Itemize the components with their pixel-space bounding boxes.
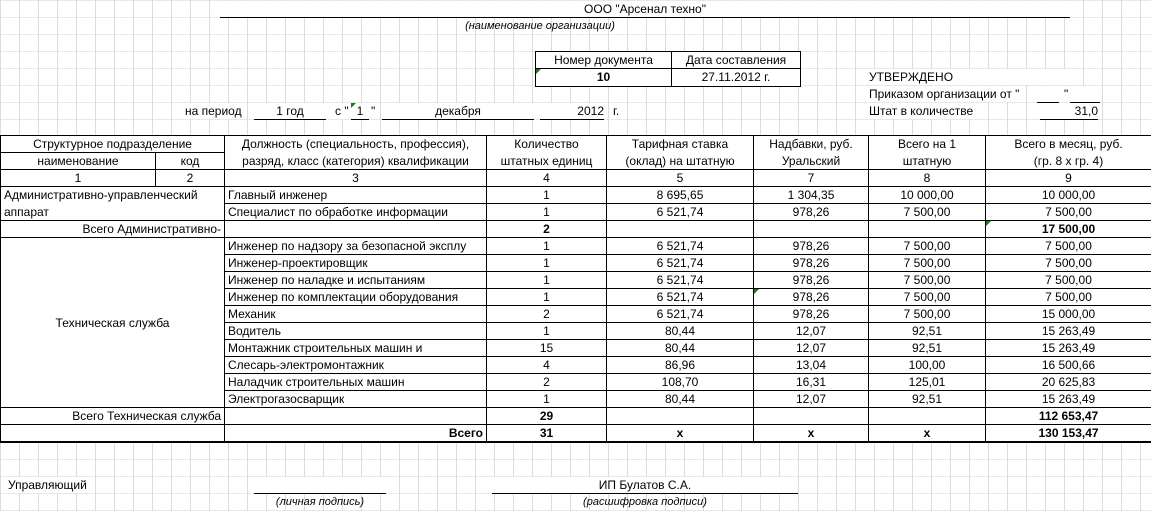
bonus-cell: 13,04 xyxy=(754,357,869,374)
admin-subtotal-row xyxy=(1,221,1151,238)
rate-cell: 6 521,74 xyxy=(607,289,754,306)
rate-cell: 108,70 xyxy=(607,374,754,391)
position-cell: Инженер по наладке и испытаниям xyxy=(225,272,487,289)
grand-total-rate-x: x xyxy=(607,425,754,443)
empty-cell xyxy=(607,408,754,425)
qty-cell: 1 xyxy=(487,204,607,221)
order-label: Приказом организации от " xyxy=(869,87,1020,101)
doc-date: 27.11.2012 г. xyxy=(701,70,771,84)
per-unit-cell: 100,00 xyxy=(869,357,986,374)
doc-number: 10 xyxy=(596,70,611,84)
col-total-header-l1: Всего в месяц, руб. xyxy=(986,136,1151,153)
qty-cell: 1 xyxy=(487,272,607,289)
table-row xyxy=(1,238,1151,255)
header-row-1 xyxy=(1,136,1151,153)
qty-cell: 1 xyxy=(487,255,607,272)
qty-cell: 1 xyxy=(487,323,607,340)
per-unit-cell: 7 500,00 xyxy=(869,204,986,221)
col-per-unit-header-l2: штатную xyxy=(869,153,986,170)
empty-cell xyxy=(754,408,869,425)
tech-subtotal-sum: 112 653,47 xyxy=(986,408,1151,425)
bonus-cell: 16,31 xyxy=(754,374,869,391)
qty-cell: 1 xyxy=(487,289,607,306)
admin-subtotal-qty: 2 xyxy=(487,221,607,238)
decode-caption: (расшифровка подписи) xyxy=(583,496,707,508)
comment-marker-icon xyxy=(754,289,759,294)
qty-cell: 4 xyxy=(487,357,607,374)
col-num: 2 xyxy=(156,170,225,187)
manager-label: Управляющий xyxy=(8,478,87,492)
rate-cell: 6 521,74 xyxy=(607,204,754,221)
rate-cell: 86,96 xyxy=(607,357,754,374)
order-day-field xyxy=(1037,86,1059,103)
total-cell: 16 500,66 xyxy=(986,357,1151,374)
comment-marker-icon xyxy=(986,221,991,226)
doc-date-label: Дата составления xyxy=(685,53,787,67)
empty-cell xyxy=(869,408,986,425)
position-cell: Специалист по обработке информации xyxy=(225,204,487,221)
total-cell: 20 625,83 xyxy=(986,374,1151,391)
total-cell: 7 500,00 xyxy=(986,289,1151,306)
period-close-quote: " xyxy=(371,104,376,118)
per-unit-cell: 7 500,00 xyxy=(869,238,986,255)
period-day: 1 xyxy=(351,103,369,120)
bonus-cell: 978,26 xyxy=(754,272,869,289)
position-cell: Главный инженер xyxy=(225,187,487,204)
position-cell: Водитель xyxy=(225,323,487,340)
total-cell: 15 263,49 xyxy=(986,323,1151,340)
table-row xyxy=(1,204,1151,221)
col-dept-name-header: наименование xyxy=(1,153,156,170)
total-cell: 10 000,00 xyxy=(986,187,1151,204)
bonus-cell: 978,26 xyxy=(754,204,869,221)
rate-cell: 80,44 xyxy=(607,391,754,408)
comment-marker-icon xyxy=(536,69,541,74)
per-unit-cell: 7 500,00 xyxy=(869,306,986,323)
period-from-label: с " xyxy=(335,104,349,118)
empty-cell xyxy=(1,425,225,443)
col-bonus-header-l1: Надбавки, руб. xyxy=(754,136,869,153)
col-qty-header-l2: штатных единиц xyxy=(487,153,607,170)
col-rate-header-l2: (оклад) на штатную xyxy=(607,153,754,170)
total-cell: 15 263,49 xyxy=(986,391,1151,408)
col-num: 7 xyxy=(754,170,869,187)
column-numbers-row xyxy=(1,170,1151,187)
qty-cell: 2 xyxy=(487,374,607,391)
admin-dept-name-l1: Административно-управленческий xyxy=(1,187,225,204)
tech-subtotal-qty: 29 xyxy=(487,408,607,425)
total-cell: 15 263,49 xyxy=(986,340,1151,357)
empty-cell xyxy=(754,221,869,238)
grand-total-bonus-x: x xyxy=(754,425,869,443)
rate-cell: 6 521,74 xyxy=(607,238,754,255)
position-cell: Механик xyxy=(225,306,487,323)
total-cell: 15 000,00 xyxy=(986,306,1151,323)
qty-cell: 15 xyxy=(487,340,607,357)
per-unit-cell: 92,51 xyxy=(869,340,986,357)
tech-subtotal-row xyxy=(1,408,1151,425)
grand-total-row xyxy=(1,425,1151,443)
col-bonus-header-l2: Уральский xyxy=(754,153,869,170)
per-unit-cell: 125,01 xyxy=(869,374,986,391)
admin-subtotal-sum-value: 17 500,00 xyxy=(1041,222,1096,236)
col-total-header-l2: (гр. 8 х гр. 4) xyxy=(986,153,1151,170)
empty-cell xyxy=(225,221,487,238)
qty-cell: 1 xyxy=(487,238,607,255)
bonus-cell: 12,07 xyxy=(754,323,869,340)
admin-subtotal-sum xyxy=(986,221,1151,238)
empty-cell xyxy=(225,408,487,425)
rate-cell: 6 521,74 xyxy=(607,255,754,272)
rate-cell: 80,44 xyxy=(607,323,754,340)
staff-label: Штат в количестве xyxy=(869,104,974,118)
col-per-unit-header-l1: Всего на 1 xyxy=(869,136,986,153)
tech-dept-name: Техническая служба xyxy=(1,238,225,408)
admin-dept-name-l2: аппарат xyxy=(1,204,225,221)
signature-caption: (личная подпись) xyxy=(275,496,365,508)
position-cell: Электрогазосварщик xyxy=(225,391,487,408)
position-cell: Слесарь-электромонтажник xyxy=(225,357,487,374)
grand-total-qty: 31 xyxy=(487,425,607,443)
col-position-header-l1: Должность (специальность, профессия), xyxy=(225,136,487,153)
table-row xyxy=(1,187,1151,204)
order-date-field xyxy=(1070,86,1100,103)
bonus-value: 978,26 xyxy=(792,290,830,304)
qty-cell: 2 xyxy=(487,306,607,323)
bonus-cell xyxy=(754,289,869,306)
col-num: 9 xyxy=(986,170,1151,187)
col-num: 5 xyxy=(607,170,754,187)
doc-number-label: Номер документа xyxy=(554,53,653,67)
per-unit-cell: 7 500,00 xyxy=(869,255,986,272)
comment-marker-icon xyxy=(351,103,356,108)
signature-line xyxy=(254,477,386,494)
qty-cell: 1 xyxy=(487,187,607,204)
col-qty-header-l1: Количество xyxy=(487,136,607,153)
qty-cell: 1 xyxy=(487,391,607,408)
col-num: 1 xyxy=(1,170,156,187)
period-label: на период xyxy=(185,104,242,118)
per-unit-cell: 10 000,00 xyxy=(869,187,986,204)
rate-cell: 6 521,74 xyxy=(607,306,754,323)
empty-cell xyxy=(869,221,986,238)
org-caption: (наименование организации) xyxy=(465,20,615,32)
staff-count: 31,0 xyxy=(1040,103,1098,120)
position-cell: Наладчик строительных машин xyxy=(225,374,487,391)
per-unit-cell: 92,51 xyxy=(869,323,986,340)
manager-name: ИП Булатов С.А. xyxy=(492,477,798,494)
grand-total-label: Всего xyxy=(225,425,487,443)
approved-title: УТВЕРЖДЕНО xyxy=(869,69,1069,85)
col-num: 8 xyxy=(869,170,986,187)
grand-total-per-x: x xyxy=(869,425,986,443)
empty-cell xyxy=(607,221,754,238)
position-cell: Монтажник строительных машин и xyxy=(225,340,487,357)
tech-subtotal-label: Всего Техническая служба xyxy=(1,408,225,425)
order-close-quote: " xyxy=(1064,87,1069,101)
col-num: 4 xyxy=(487,170,607,187)
doc-box xyxy=(535,51,801,87)
total-cell: 7 500,00 xyxy=(986,255,1151,272)
col-position-header-l2: разряд, класс (категория) квалификации xyxy=(225,153,487,170)
bonus-cell: 12,07 xyxy=(754,391,869,408)
bonus-cell: 12,07 xyxy=(754,340,869,357)
total-cell: 7 500,00 xyxy=(986,272,1151,289)
bonus-cell: 978,26 xyxy=(754,306,869,323)
bonus-cell: 978,26 xyxy=(754,255,869,272)
period-duration: 1 год xyxy=(254,103,326,120)
per-unit-cell: 7 500,00 xyxy=(869,289,986,306)
position-cell: Инженер по комплектации оборудования xyxy=(225,289,487,306)
total-cell: 7 500,00 xyxy=(986,204,1151,221)
bonus-cell: 978,26 xyxy=(754,238,869,255)
position-cell: Инженер-проектировщик xyxy=(225,255,487,272)
rate-cell: 8 695,65 xyxy=(607,187,754,204)
org-name: ООО "Арсенал техно" xyxy=(220,1,1070,18)
total-cell: 7 500,00 xyxy=(986,238,1151,255)
rate-cell: 80,44 xyxy=(607,340,754,357)
period-year-suffix: г. xyxy=(613,104,620,118)
per-unit-cell: 7 500,00 xyxy=(869,272,986,289)
admin-subtotal-label: Всего Административно- xyxy=(1,221,225,238)
per-unit-cell: 92,51 xyxy=(869,391,986,408)
col-dept-header: Структурное подразделение xyxy=(1,136,225,153)
staffing-table xyxy=(0,135,1151,443)
header-row-2 xyxy=(1,153,1151,170)
rate-cell: 6 521,74 xyxy=(607,272,754,289)
col-rate-header-l1: Тарифная ставка xyxy=(607,136,754,153)
col-dept-code-header: код xyxy=(156,153,225,170)
col-num: 3 xyxy=(225,170,487,187)
period-year: 2012 xyxy=(540,103,604,120)
position-cell: Инженер по надзору за безопасной эксплу xyxy=(225,238,487,255)
grand-total-sum: 130 153,47 xyxy=(986,425,1151,443)
bonus-cell: 1 304,35 xyxy=(754,187,869,204)
period-month: декабря xyxy=(382,103,534,120)
